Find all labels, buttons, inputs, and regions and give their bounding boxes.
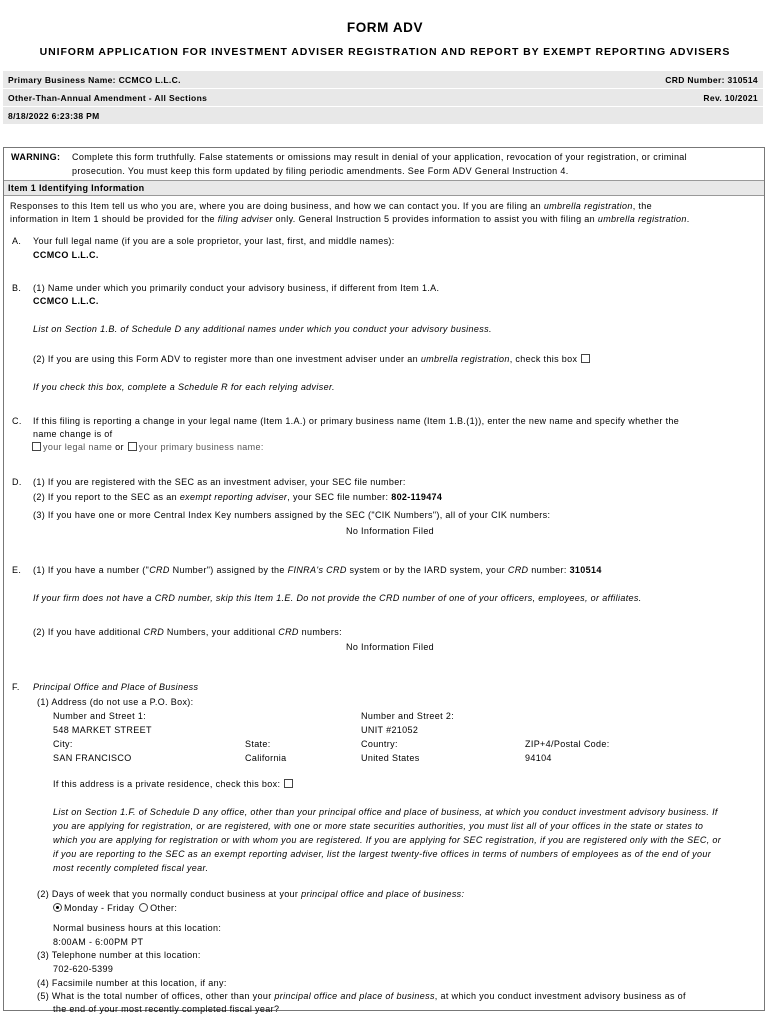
- address-question: (1) Address (do not use a P.O. Box):: [37, 697, 194, 707]
- item-d-letter: D.: [12, 477, 22, 487]
- item-c-line1: If this filing is reporting a change in your legal name (Item 1.A.) or primary business name (Item 1.B.(1)), enter the new name and specify whether the: [33, 416, 680, 426]
- header-row-business: [3, 71, 763, 88]
- item1-intro-line1: [10, 201, 652, 211]
- item1-heading-bar: [4, 180, 764, 196]
- item-c-options: [31, 442, 264, 452]
- crd-number-value: 310514: [569, 565, 602, 575]
- city-label: City:: [53, 739, 73, 749]
- phone-value: 702-620-5399: [53, 964, 114, 974]
- hours-label: Normal business hours at this location:: [53, 923, 222, 933]
- intro-term: filing adviser: [217, 214, 273, 224]
- intro-text: .: [686, 214, 690, 224]
- question-term: CRD: [149, 565, 170, 575]
- question-text: Number") assigned by the: [169, 565, 288, 575]
- street1-label: Number and Street 1:: [53, 711, 147, 721]
- question-text: , your SEC file number:: [287, 492, 392, 502]
- business-name-option-label: your primary business name:: [138, 442, 264, 452]
- question-text: (2) If you are using this Form ADV to register more than one investment adviser under an: [33, 354, 421, 364]
- cik-no-info: No Information Filed: [346, 526, 435, 536]
- warning-text-1: Complete this form truthfully. False statements or omissions may result in denial of your application, revocation of your registration, or criminal: [72, 152, 688, 162]
- question-term: umbrella registration: [420, 354, 510, 364]
- question-text: Numbers, your additional: [164, 627, 279, 637]
- question-term: exempt reporting adviser: [179, 492, 288, 502]
- state-label: State:: [245, 739, 271, 749]
- street2-value: UNIT #21052: [361, 725, 419, 735]
- form-revision: Rev. 10/2021: [703, 93, 758, 103]
- crd-number: CRD Number: 310514: [665, 75, 758, 85]
- item-b2-note: If you check this box, complete a Schedule R for each relying adviser.: [33, 382, 335, 392]
- question-term: CRD: [278, 627, 299, 637]
- offices-question-2: the end of your most recently completed fiscal year?: [53, 1004, 280, 1014]
- country-label: Country:: [361, 739, 398, 749]
- form-subtitle: UNIFORM APPLICATION FOR INVESTMENT ADVISER REGISTRATION AND REPORT BY EXEMPT REPORTING ADVISERS: [39, 46, 731, 58]
- business-name-change-checkbox[interactable]: [128, 442, 137, 451]
- days-options: [51, 903, 177, 913]
- question-term: principal office and place of business:: [301, 889, 465, 899]
- item-e-letter: E.: [12, 565, 22, 575]
- item-d1-question: (1) If you are registered with the SEC as an investment adviser, your SEC file number:: [33, 477, 406, 487]
- item-b1-question: (1) Name under which you primarily conduct your advisory business, if different from Item 1.A.: [33, 283, 440, 293]
- fax-label: (4) Facsimile number at this location, if any:: [37, 978, 227, 988]
- sec-file-number: 802-119474: [391, 492, 443, 502]
- item-a-question: Your full legal name (if you are a sole proprietor, your last, first, and middle names):: [33, 236, 395, 246]
- country-value: United States: [361, 753, 420, 763]
- warning-text-2: prosecution. You must keep this form updated by filing periodic amendments. See Form ADV General Instruction 4.: [72, 166, 569, 176]
- question-text: numbers:: [298, 627, 342, 637]
- question-text: (5) What is the total number of offices, other than your: [37, 991, 275, 1001]
- question-text: If this address is a private residence, check this box:: [53, 779, 281, 789]
- street2-label: Number and Street 2:: [361, 711, 455, 721]
- item-e1-note: If your firm does not have a CRD number, skip this Item 1.E. Do not provide the CRD number of one of your officers, employees, or affiliates.: [33, 593, 642, 603]
- hours-value: 8:00AM - 6:00PM PT: [53, 937, 144, 947]
- intro-text: , the: [632, 201, 652, 211]
- item-e1-question: [33, 565, 602, 575]
- form-body: [3, 147, 765, 1011]
- primary-business-name: Primary Business Name: CCMCO L.L.C.: [8, 75, 181, 85]
- question-text: (2) If you report to the SEC as an: [33, 492, 180, 502]
- item-c-letter: C.: [12, 416, 22, 426]
- header-row-amendment: [3, 89, 763, 106]
- question-text: (2) Days of week that you normally conduct business at your: [37, 889, 302, 899]
- item1-intro-line2: [10, 214, 690, 224]
- umbrella-registration-checkbox[interactable]: [581, 354, 590, 363]
- monday-friday-radio[interactable]: [53, 903, 62, 912]
- offices-question: [37, 991, 686, 1001]
- item-b1-note: List on Section 1.B. of Schedule D any additional names under which you conduct your advisory business.: [33, 324, 492, 334]
- phone-label: (3) Telephone number at this location:: [37, 950, 201, 960]
- offices-note-3: which you are applying for registration or with whom you are registered. If you are applying for SEC registration, if you are registered only with the SEC, or: [53, 835, 722, 845]
- question-text: (1) If you have a number (": [33, 565, 150, 575]
- item-e2-question: [33, 627, 342, 637]
- private-residence-checkbox[interactable]: [284, 779, 293, 788]
- question-term: CRD: [143, 627, 165, 637]
- item-f-letter: F.: [12, 682, 20, 692]
- item-d2-question: [33, 492, 442, 502]
- legal-name-change-checkbox[interactable]: [32, 442, 41, 451]
- question-term: FINRA's CRD: [287, 565, 347, 575]
- item-c-line2: name change is of: [33, 429, 113, 439]
- intro-text: Responses to this Item tell us who you are, where you are doing business, and how we can contact you. If you are filing an: [10, 201, 544, 211]
- street1-value: 548 MARKET STREET: [53, 725, 152, 735]
- header-row-timestamp: [3, 107, 763, 124]
- question-text: , check this box: [509, 354, 578, 364]
- intro-text: only. General Instruction 5 provides information to assist you with filing an: [272, 214, 598, 224]
- item-a-letter: A.: [12, 236, 22, 246]
- legal-name-value: CCMCO L.L.C.: [33, 250, 99, 260]
- intro-term: umbrella registration: [597, 214, 687, 224]
- monday-friday-label: Monday - Friday: [64, 903, 135, 913]
- question-text: system or by the IARD system, your: [346, 565, 508, 575]
- intro-text: information in Item 1 should be provided for the: [10, 214, 218, 224]
- question-text: number:: [528, 565, 570, 575]
- form-title: FORM ADV: [346, 20, 424, 35]
- crd-no-info: No Information Filed: [346, 642, 435, 652]
- question-text: , at which you conduct investment advisory business as of: [434, 991, 686, 1001]
- offices-note-4: if you are reporting to the SEC as an exempt reporting adviser, list the largest twenty-five offices in terms of numbers of employees as of the end of your: [53, 849, 712, 859]
- zip-value: 94104: [525, 753, 552, 763]
- days-question: [37, 889, 464, 899]
- filing-timestamp: 8/18/2022 6:23:38 PM: [8, 111, 100, 121]
- offices-note-2: you are applying for registration, or are registered, with one or more state securities authorities, you must list all of your offices in the state or states to: [53, 821, 704, 831]
- amendment-type: Other-Than-Annual Amendment - All Sections: [8, 93, 208, 103]
- warning-label: WARNING:: [11, 152, 61, 162]
- offices-note-5: most recently completed fiscal year.: [53, 863, 209, 873]
- intro-term: umbrella registration: [543, 201, 633, 211]
- item1-heading: Item 1 Identifying Information: [8, 183, 145, 193]
- or-text: or: [115, 442, 124, 452]
- other-days-radio[interactable]: [139, 903, 148, 912]
- item-f-heading: Principal Office and Place of Business: [33, 682, 199, 692]
- city-value: SAN FRANCISCO: [53, 753, 132, 763]
- business-name-value: CCMCO L.L.C.: [33, 296, 99, 306]
- offices-note-1: List on Section 1.F. of Schedule D any office, other than your principal office and place of business, at which you conduct investment advisory business. If: [53, 807, 718, 817]
- question-term: CRD: [507, 565, 529, 575]
- item-d3-question: (3) If you have one or more Central Index Key numbers assigned by the SEC ("CIK Numbers"), all of your CIK numbers:: [33, 510, 551, 520]
- item-b2-question: [33, 354, 592, 364]
- legal-name-option-label: your legal name: [43, 442, 113, 452]
- item-b-letter: B.: [12, 283, 22, 293]
- state-value: California: [245, 753, 287, 763]
- other-days-label: Other:: [150, 903, 178, 913]
- private-residence-question: [53, 779, 295, 789]
- question-term: principal office and place of business: [274, 991, 435, 1001]
- zip-label: ZIP+4/Postal Code:: [525, 739, 610, 749]
- question-text: (2) If you have additional: [33, 627, 144, 637]
